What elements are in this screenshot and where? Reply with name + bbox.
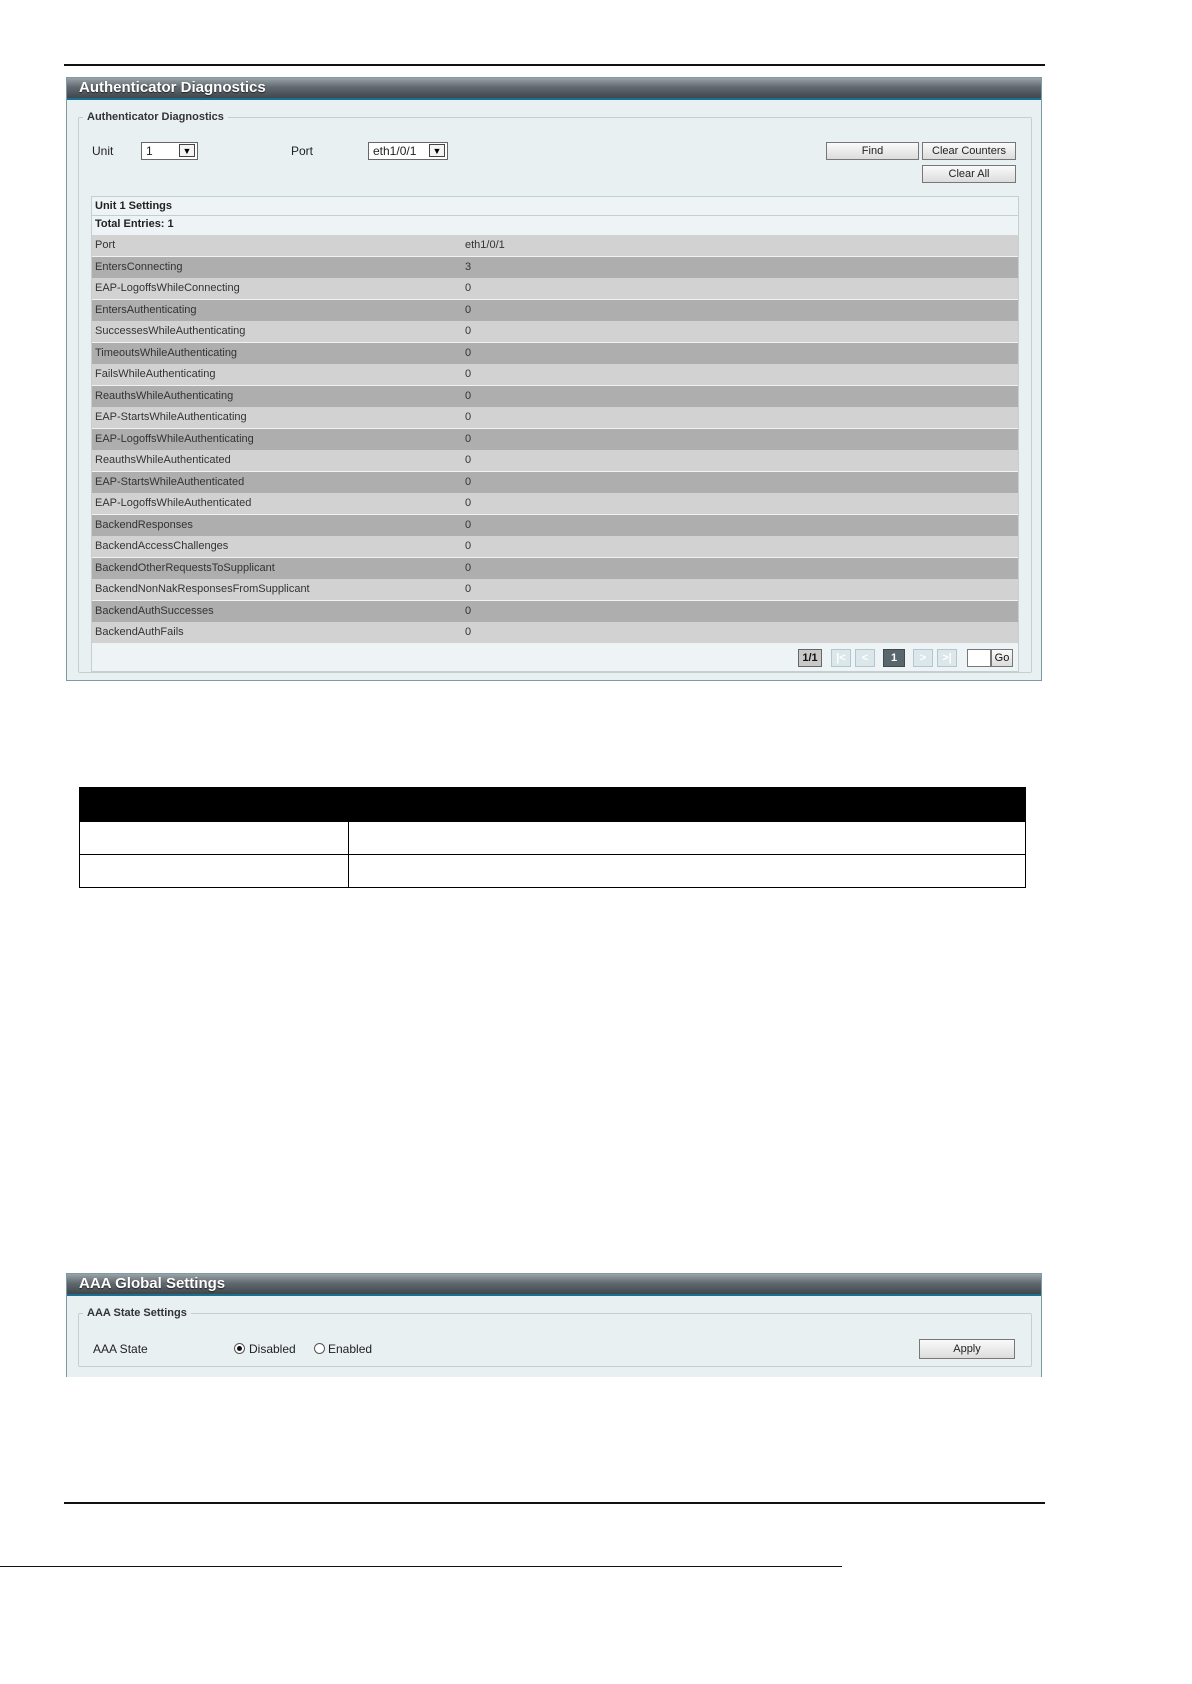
row-key: EAP-LogoffsWhileAuthenticating (95, 432, 254, 445)
group-legend: Authenticator Diagnostics (87, 111, 224, 123)
row-value: eth1/0/1 (465, 239, 505, 251)
page-number-input[interactable] (967, 649, 991, 667)
unit-select-value: 1 (146, 144, 153, 158)
aaa-state-group (78, 1307, 1032, 1367)
table-row (92, 407, 1018, 428)
row-key: EAP-StartsWhileAuthenticating (95, 411, 247, 423)
row-value: 0 (465, 325, 472, 337)
table-row (92, 450, 1018, 471)
aaa-global-settings-panel (66, 1273, 1042, 1377)
go-button[interactable]: Go (991, 649, 1013, 667)
header-cell-1 (80, 788, 349, 822)
total-entries: Total Entries: 1 (95, 218, 174, 230)
table-row (80, 855, 1026, 888)
unit-label: Unit (92, 144, 114, 158)
table-row (92, 235, 1018, 256)
table-cell (80, 855, 349, 888)
table-row (92, 579, 1018, 600)
row-value: 0 (465, 540, 472, 552)
row-value: 0 (465, 518, 472, 531)
table-cell (349, 855, 1026, 888)
table-row (92, 364, 1018, 385)
pagination (798, 649, 1013, 667)
row-value: 0 (465, 389, 472, 402)
row-key: ReauthsWhileAuthenticated (95, 454, 231, 466)
table-row (80, 822, 1026, 855)
row-value: 0 (465, 346, 472, 359)
row-key: BackendAuthFails (95, 626, 184, 638)
row-key: BackendAccessChallenges (95, 540, 229, 552)
table-cell (80, 822, 349, 855)
row-value: 0 (465, 303, 472, 316)
row-key: EntersAuthenticating (95, 303, 197, 316)
page-top-rule (64, 64, 1045, 66)
row-key: BackendAuthSuccesses (95, 604, 214, 617)
row-key: EAP-StartsWhileAuthenticated (95, 475, 245, 488)
row-key: TimeoutsWhileAuthenticating (95, 346, 238, 359)
row-value: 0 (465, 411, 472, 423)
row-value: 3 (465, 260, 472, 273)
page-info: 1/1 (798, 649, 822, 667)
prev-page-button[interactable]: < (855, 649, 875, 667)
page-bottom-rule (64, 1502, 1045, 1504)
row-value: 0 (465, 282, 472, 294)
row-value: 0 (465, 583, 472, 595)
page-1-button[interactable]: 1 (883, 649, 905, 667)
aaa-state-label: AAA State (93, 1342, 148, 1356)
row-value: 0 (465, 454, 472, 466)
disabled-radio[interactable] (234, 1343, 245, 1354)
apply-button[interactable]: Apply (919, 1339, 1015, 1359)
row-key: BackendResponses (95, 518, 193, 531)
table-row (92, 601, 1018, 622)
table-row (92, 622, 1018, 643)
find-button[interactable]: Find (826, 142, 919, 160)
group-legend: AAA State Settings (87, 1307, 187, 1319)
settings-title: Unit 1 Settings (92, 197, 1018, 216)
table-row (92, 515, 1018, 536)
chevron-down-icon: ▼ (429, 144, 445, 157)
unit-select[interactable] (141, 142, 198, 160)
row-key: EntersConnecting (95, 260, 183, 273)
clear-counters-button[interactable]: Clear Counters (922, 142, 1016, 160)
authenticator-diagnostics-panel (66, 77, 1042, 681)
row-value: 0 (465, 497, 472, 509)
panel-title: AAA Global Settings (67, 1274, 1041, 1296)
row-key: Port (95, 239, 116, 251)
chevron-down-icon: ▼ (179, 144, 195, 157)
footer-rule (0, 1566, 842, 1567)
table-row (92, 472, 1018, 493)
row-key: EAP-LogoffsWhileConnecting (95, 282, 240, 294)
table-cell (349, 822, 1026, 855)
enabled-radio[interactable] (314, 1343, 325, 1354)
table-row (92, 386, 1018, 407)
port-label: Port (291, 144, 314, 158)
table-header-row (80, 788, 1026, 822)
row-value: 0 (465, 626, 472, 638)
last-page-button[interactable]: >| (937, 649, 957, 667)
clear-all-button[interactable]: Clear All (922, 165, 1016, 183)
header-cell-2 (349, 788, 1026, 822)
row-value: 0 (465, 368, 472, 380)
table-row (92, 493, 1018, 514)
table-row (92, 558, 1018, 579)
row-key: ReauthsWhileAuthenticating (95, 389, 234, 402)
port-select-value: eth1/0/1 (373, 144, 417, 158)
row-value: 0 (465, 604, 472, 617)
port-select[interactable] (368, 142, 448, 160)
table-row (92, 278, 1018, 299)
disabled-label: Disabled (249, 1342, 296, 1356)
settings-table (91, 196, 1019, 672)
row-key: BackendNonNakResponsesFromSupplicant (95, 583, 310, 595)
parameter-table (79, 787, 1026, 888)
panel-title: Authenticator Diagnostics (67, 78, 1041, 100)
row-key: EAP-LogoffsWhileAuthenticated (95, 497, 252, 509)
row-key: FailsWhileAuthenticating (95, 368, 216, 380)
table-row (92, 429, 1018, 450)
row-value: 0 (465, 561, 472, 574)
row-value: 0 (465, 432, 472, 445)
table-row (92, 321, 1018, 342)
enabled-label: Enabled (328, 1342, 373, 1356)
table-row (92, 300, 1018, 321)
table-row (92, 257, 1018, 278)
next-page-button[interactable]: > (913, 649, 933, 667)
table-row (92, 343, 1018, 364)
first-page-button[interactable]: |< (831, 649, 851, 667)
row-key: BackendOtherRequestsToSupplicant (95, 561, 275, 574)
table-row (92, 536, 1018, 557)
row-key: SuccessesWhileAuthenticating (95, 325, 246, 337)
row-value: 0 (465, 475, 472, 488)
